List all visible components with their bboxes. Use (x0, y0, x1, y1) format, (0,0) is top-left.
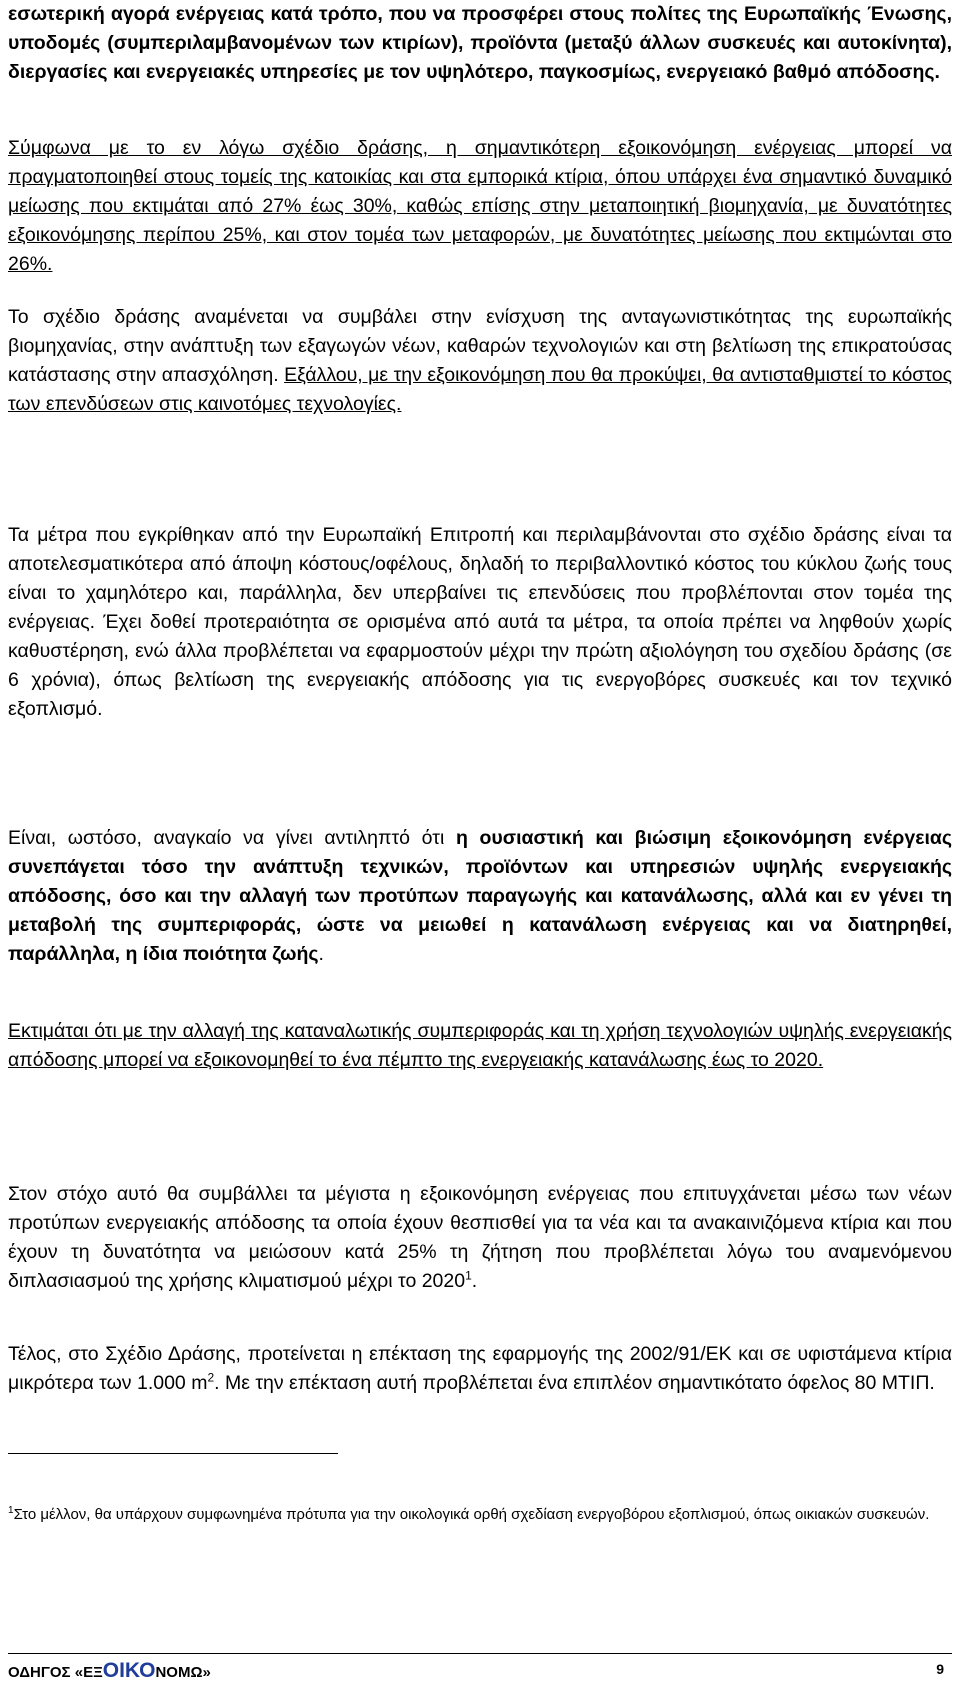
paragraph-directive-text: Τέλος, στο Σχέδιο Δράσης, προτείνεται η επέκταση της εφαρμογής της 2002/91/ΕΚ και σε υφιστάμενα κτίρια μικρότερα των 1.000 m (8, 1343, 952, 1394)
footer-divider (8, 1653, 952, 1654)
paragraph-directive-extension (8, 1340, 952, 1398)
paragraph-behaviour-bold: η ουσιαστική και βιώσιμη εξοικονόμηση ενέργειας συνεπάγεται τόσο την ανάπτυξη τεχνικών, προϊόντων και υπηρεσιών υψηλής ενεργειακής απόδοσης, όσο και την αλλαγή των προτύπων παραγωγής και κατανάλωσης, αλλά και εν γένει τη μεταβολή της συμπεριφοράς, ώστε να μειωθεί η κατανάλωση ενέργειας και να διατηρηθεί, παράλληλα, η ίδια ποιότητα ζωής (8, 827, 952, 965)
paragraph-competitiveness-underlined: Εξάλλου, με την εξοικονόμηση που θα προκύψει, θα αντισταθμιστεί το κόστος των επενδύσεων στις καινοτόμες τεχνολογίες. (8, 364, 952, 415)
paragraph-behaviour-lead: Είναι, ωστόσο, αναγκαίο να γίνει αντιληπτό ότι (8, 827, 456, 849)
paragraph-building-standards (8, 1180, 952, 1296)
paragraph-behaviour-end: . (318, 943, 324, 965)
paragraph-building-standards-end: . (471, 1270, 478, 1292)
square-meter-superscript: 2 (207, 1370, 215, 1385)
paragraph-intro-continuation: εσωτερική αγορά ενέργειας κατά τρόπο, που να προσφέρει στους πολίτες της Ευρωπαϊκής Ένωσης, υποδομές (συμπεριλαμβανομένων των κτιρίων), προϊόντα (μεταξύ άλλων συσκευές και αυτοκίνητα), διεργασίες και ενεργειακές υπηρεσίες με τον υψηλότερο, παγκοσμίως, ενεργειακό βαθμό απόδοσης. (8, 3, 952, 83)
footnote-reference: 1 (465, 1268, 472, 1283)
footnote-text: Στο μέλλον, θα υπάρχουν συμφωνημένα πρότυπα για την οικολογικά ορθή σχεδίαση ενεργοβόρου εξοπλισμού, όπως οικιακών συσκευών. (13, 1506, 930, 1523)
footnote-marker: 1 (8, 1505, 14, 1516)
footer-title (8, 1659, 211, 1683)
paragraph-savings-potential: Σύμφωνα με το εν λόγω σχέδιο δράσης, η σημαντικότερη εξοικονόμηση ενέργειας μπορεί να πραγματοποιηθεί στους τομείς της κατοικίας και στα εμπορικά κτίρια, όπου υπάρχει ένα σημαντικό δυναμικό μείωσης που εκτιμάται από 27% έως 30%, καθώς επίσης στην μεταποιητική βιομηχανία, με δυνατότητες εξοικονόμησης περίπου 25%, και στον τομέα των μεταφορών, με δυνατότητες μείωσης που εκτιμώνται στο 26%. (8, 137, 952, 275)
page-number: 9 (936, 1661, 944, 1677)
paragraph-measures: Τα μέτρα που εγκρίθηκαν από την Ευρωπαϊκή Επιτροπή και περιλαμβάνονται στο σχέδιο δράσης είναι τα αποτελεσματικότερα από άποψη κόστους/οφέλους, δηλαδή το περιβαλλοντικό κόστος του κύκλου ζωής τους είναι το χαμηλότερο και, παράλληλα, δεν υπερβαίνει τις επενδύσεις που προβλέπονται στον τομέα της ενέργειας. Έχει δοθεί προτεραιότητα σε ορισμένα από αυτά τα μέτρα, τα οποία πρέπει να ληφθούν χωρίς καθυστέρηση, ενώ άλλα προβλέπεται να εφαρμοστούν μέχρι την πρώτη αξιολόγηση του σχεδίου δράσης (σε 6 χρόνια), όπως βελτίωση της ενεργειακής απόδοσης για τις ενεργοβόρες συσκευές και τον τεχνικό εξοπλισμό. (8, 524, 952, 720)
footer-title-start: ΟΔΗΓΟΣ «ΕΞ (8, 1664, 103, 1681)
footer-title-accent: ΟΙΚΟ (102, 1659, 156, 1682)
footer-title-end: ΝΟΜΩ» (155, 1664, 211, 1681)
paragraph-behaviour (8, 824, 952, 969)
paragraph-competitiveness-text: Το σχέδιο δράσης αναμένεται να συμβάλει στην ενίσχυση της ανταγωνιστικότητας της ευρωπαϊκής βιομηχανίας, στην ανάπτυξη των εξαγωγών νέων, καθαρών τεχνολογιών και στη βελτίωση της επικρατούσας κατάστασης στην απασχόληση. (8, 306, 952, 386)
footnote (8, 1498, 929, 1531)
paragraph-competitiveness (8, 303, 952, 419)
paragraph-directive-end: . Με την επέκταση αυτή προβλέπεται ένα επιπλέον σημαντικότατο όφελος 80 ΜΤΙΠ. (214, 1372, 935, 1394)
paragraph-building-standards-text: Στον στόχο αυτό θα συμβάλλει τα μέγιστα η εξοικονόμηση ενέργειας που επιτυγχάνεται μέσω των νέων προτύπων ενεργειακής απόδοσης τα οποία έχουν θεσπισθεί για τα νέα και τα ανακαινιζόμενα κτίρια και που έχουν τη δυνατότητα να μειώσουν κατά 25% τη ζήτηση που προβλέπεται λόγω του αναμενόμενου διπλασιασμού της χρήσης κλιματισμού μέχρι το 2020 (8, 1183, 952, 1292)
paragraph-estimate-2020: Εκτιμάται ότι με την αλλαγή της καταναλωτικής συμπεριφοράς και τη χρήση τεχνολογιών υψηλής ενεργειακής απόδοσης μπορεί να εξοικονομηθεί το ένα πέμπτο της ενεργειακής κατανάλωσης έως το 2020. (8, 1020, 952, 1071)
footnote-divider (8, 1453, 338, 1454)
